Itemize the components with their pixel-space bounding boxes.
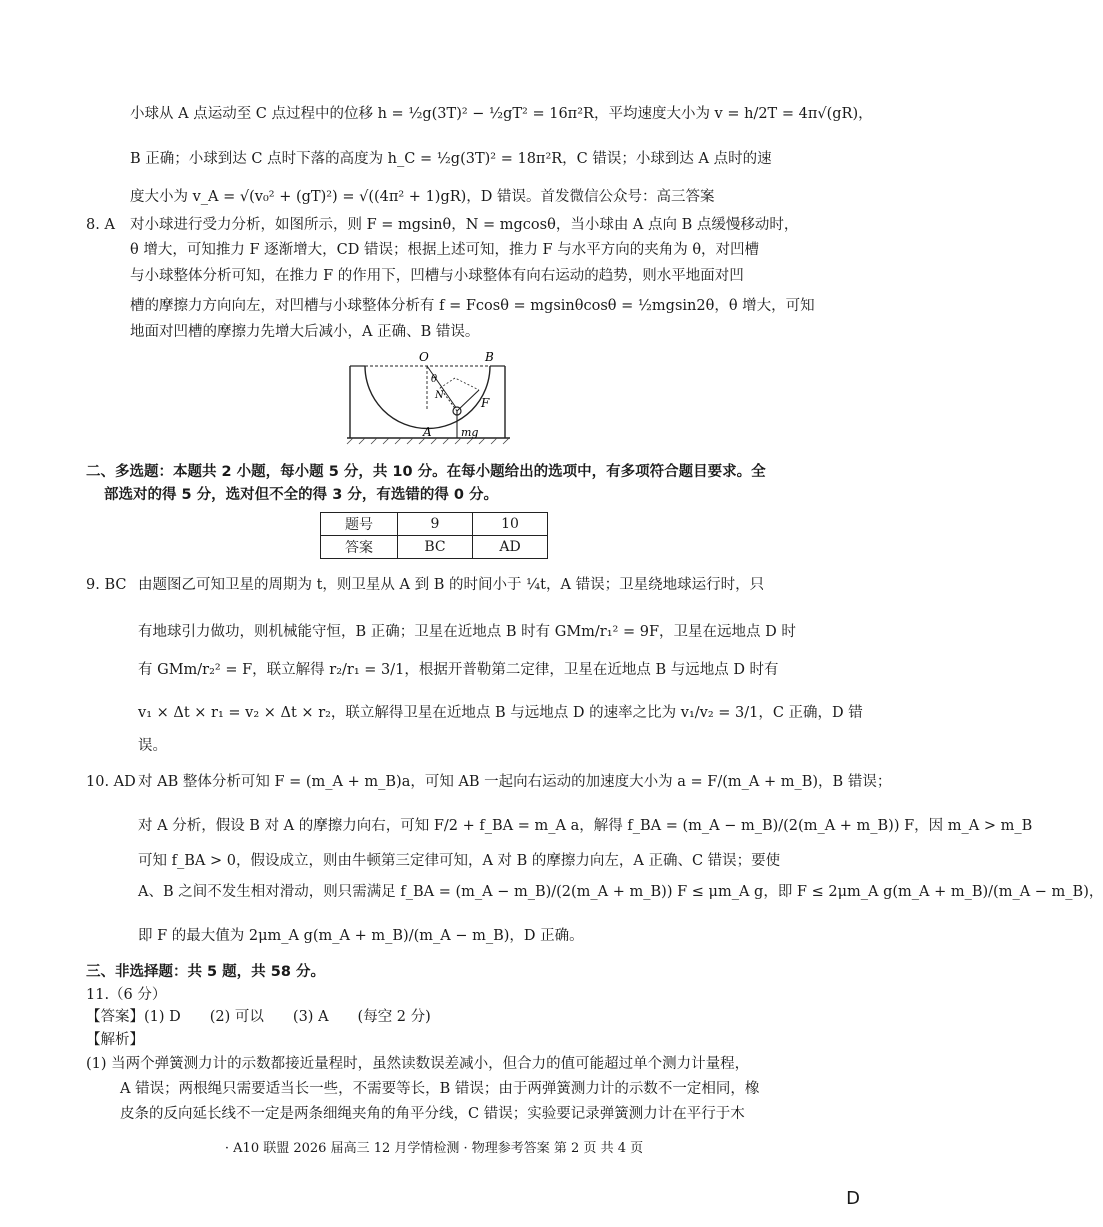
analysis-heading: 【解析】	[86, 1032, 144, 1048]
text-line: A 错误；两根绳只需要适当长一些，不需要等长，B 错误；由于两弹簧测力计的示数不一定相同，橡	[120, 1081, 760, 1097]
question-number: 10. AD	[86, 774, 136, 790]
text-line: θ 增大，可知推力 F 逐渐增大，CD 错误；根据上述可知，推力 F 与水平方向的夹角为 θ，对凹槽	[130, 242, 760, 258]
label-a: A	[423, 425, 432, 439]
question-number: 9. BC	[86, 577, 127, 593]
text-line: B 正确；小球到达 C 点时下落的高度为 h_C = ½g(3T)² = 18π²R，C 错误；小球到达 A 点时的速	[130, 151, 772, 167]
table-cell: 10	[473, 513, 548, 536]
table-row	[321, 536, 548, 559]
label-b: B	[485, 350, 494, 364]
table-cell: 9	[398, 513, 473, 536]
text-line: 有地球引力做功，则机械能守恒，B 正确；卫星在近地点 B 时有 GMm/r₁² = 9F，卫星在远地点 D 时	[138, 624, 796, 640]
section-heading: 二、多选题：本题共 2 小题，每小题 5 分，共 10 分。在每小题给出的选项中，有多项符合题目要求。全	[86, 464, 766, 480]
table-row	[321, 513, 548, 536]
label-mg: mg	[461, 426, 479, 439]
question-heading: 11.（6 分）	[86, 987, 167, 1003]
text-line: 有 GMm/r₂² = F，联立解得 r₂/r₁ = 3/1，根据开普勒第二定律，卫星在近地点 B 与远地点 D 时有	[138, 662, 779, 678]
table-cell: BC	[398, 536, 473, 559]
answer-line: 【答案】(1) D (2) 可以 (3) A (每空 2 分)	[86, 1009, 431, 1025]
text-line: v₁ × Δt × r₁ = v₂ × Δt × r₂，联立解得卫星在近地点 B 与远地点 D 的速率之比为 v₁/v₂ = 3/1，C 正确，D 错	[138, 705, 863, 721]
label-f: F	[481, 396, 490, 410]
page-footer: · A10 联盟 2026 届高三 12 月学情检测 · 物理参考答案 第 2 页 共 4 页	[224, 1141, 644, 1156]
text-line: 小球从 A 点运动至 C 点过程中的位移 h = ½g(3T)² − ½gT² = 16π²R，平均速度大小为 v = h/2T = 4π√(gR)，	[130, 106, 873, 122]
text-line: (1) 当两个弹簧测力计的示数都接近量程时，虽然读数误差减小，但合力的值可能超过单个测力计量程，	[86, 1056, 750, 1072]
text-line: 误。	[138, 738, 167, 754]
text-line: 槽的摩擦力方向向左，对凹槽与小球整体分析有 f = Fcosθ = mgsinθcosθ = ½mgsin2θ，θ 增大，可知	[130, 298, 815, 314]
text-line: 对 AB 整体分析可知 F = (m_A + m_B)a，可知 AB 一起向右运动的加速度大小为 a = F/(m_A + m_B)，B 错误；	[138, 774, 892, 790]
text-line: 对 A 分析，假设 B 对 A 的摩擦力向右，可知 F/2 + f_BA = m_A a，解得 f_BA = (m_A − m_B)/(2(m_A + m_B)) F，因 m_A > m_B	[138, 818, 1033, 834]
groove-force-diagram	[345, 350, 515, 446]
text-line: 由题图乙可知卫星的周期为 t，则卫星从 A 到 B 的时间小于 ¼t，A 错误；卫星绕地球运行时，只	[138, 577, 765, 593]
table-cell: 题号	[321, 513, 398, 536]
corner-mark: D	[846, 1188, 860, 1209]
question-number: 8. A	[86, 217, 115, 233]
label-o: O	[419, 350, 429, 364]
label-theta: θ	[431, 374, 438, 385]
section-heading: 部选对的得 5 分，选对但不全的得 3 分，有选错的得 0 分。	[104, 487, 499, 503]
answer-table	[320, 512, 548, 559]
text-line: A、B 之间不发生相对滑动，则只需满足 f_BA = (m_A − m_B)/(2(m_A + m_B)) F ≤ μm_A g，即 F ≤ 2μm_A g(m_A + m_B)/(m_A − m_B)，	[138, 884, 1103, 900]
text-line: 与小球整体分析可知，在推力 F 的作用下，凹槽与小球整体有向右运动的趋势，则水平地面对凹	[130, 268, 744, 284]
text-line: 可知 f_BA > 0，假设成立，则由牛顿第三定律可知，A 对 B 的摩擦力向左，A 正确、C 错误；要使	[138, 853, 781, 869]
text-line: 即 F 的最大值为 2μm_A g(m_A + m_B)/(m_A − m_B)，D 正确。	[138, 928, 584, 944]
label-n: N	[435, 390, 444, 401]
text-line: 对小球进行受力分析，如图所示，则 F = mgsinθ，N = mgcosθ，当小球由 A 点向 B 点缓慢移动时，	[130, 217, 799, 233]
text-line: 皮条的反向延长线不一定是两条细绳夹角的角平分线，C 错误；实验要记录弹簧测力计在平行于木	[120, 1106, 745, 1122]
text-line: 地面对凹槽的摩擦力先增大后减小，A 正确、B 错误。	[130, 324, 480, 340]
table-cell: 答案	[321, 536, 398, 559]
table-cell: AD	[473, 536, 548, 559]
text-line: 度大小为 v_A = √(v₀² + (gT)²) = √((4π² + 1)gR)，D 错误。首发微信公众号：高三答案	[130, 189, 715, 205]
section-heading: 三、非选择题：共 5 题，共 58 分。	[86, 964, 325, 980]
